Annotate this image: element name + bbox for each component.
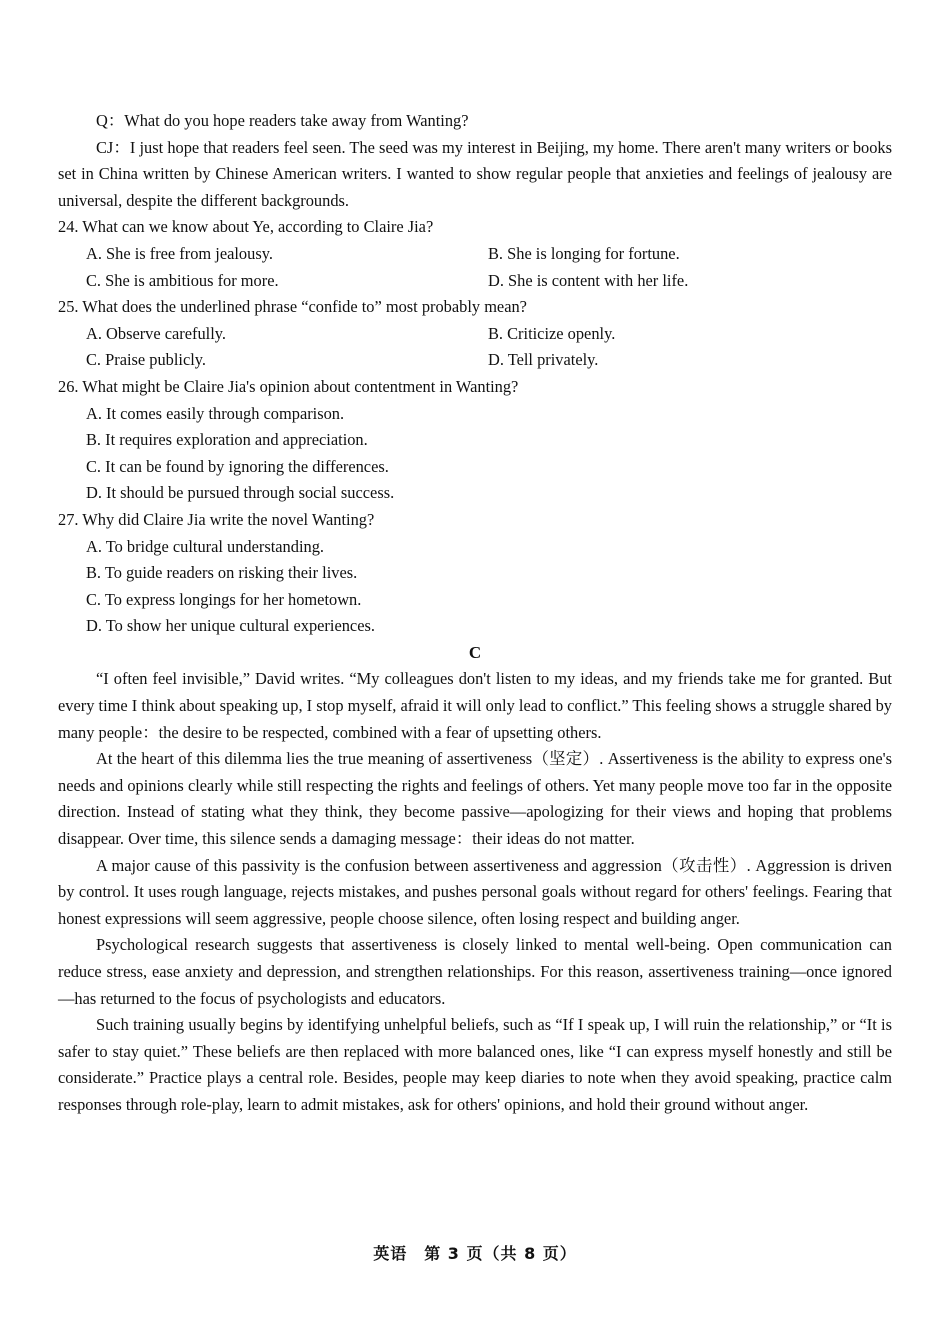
option-b[interactable]: B. It requires exploration and appreciation. — [86, 430, 368, 450]
question-26 — [58, 374, 892, 507]
option-b[interactable]: B. She is longing for fortune. — [488, 243, 680, 263]
options-row — [58, 347, 892, 374]
option-a[interactable]: A. Observe carefully. — [86, 323, 227, 343]
question-24 — [58, 214, 892, 294]
passage-paragraph: Such training usually begins by identifying unhelpful beliefs, such as “If I speak up, I will ruin the relationship,” or “It is safer to stay quiet.” These beliefs are then replaced with more balanced ones, like “I can express myself honestly and still be considerate.” Practice plays a central role. Besides, people may keep diaries to note when they avoid speaking, practice calm responses through role-play, learn to admit mistakes, ask for others' opinions, and hold their ground without anger. — [58, 1015, 892, 1114]
option-a[interactable]: A. It comes easily through comparison. — [86, 403, 345, 423]
question-27 — [58, 507, 892, 640]
option-a[interactable]: A. To bridge cultural understanding. — [86, 536, 324, 556]
question-stem: 25. What does the underlined phrase “confide to” most probably mean? — [58, 297, 527, 317]
option-a[interactable]: A. She is free from jealousy. — [86, 243, 273, 263]
passage-paragraph: A major cause of this passivity is the confusion between assertiveness and aggression（攻击性）. Aggression is driven by control. It uses rough language, rejects mistakes, and pushes personal goals without regard for others' feelings. Fearing that honest expressions will seem aggressive, people choose silence, often losing respect and building anger. — [58, 855, 892, 928]
question-stem: 27. Why did Claire Jia write the novel Wanting? — [58, 509, 375, 529]
option-d[interactable]: D. To show her unique cultural experiences. — [86, 616, 375, 636]
question-stem: 26. What might be Claire Jia's opinion about contentment in Wanting? — [58, 376, 519, 396]
passage-paragraph: At the heart of this dilemma lies the true meaning of assertiveness（坚定）. Assertiveness is the ability to express one's needs and opinions clearly while still respecting the rights and feelings of others. Yet many people move too far in the opposite direction. Instead of stating what they think, they become passive—apologizing for their views and hoping that problems disappear. Over time, this silence sends a damaging message：their ideas do not matter. — [58, 749, 892, 849]
passage-paragraph: Psychological research suggests that assertiveness is closely linked to mental well-being. Open communication can reduce stress, ease anxiety and depression, and strengthen relationships. For this reason, assertiveness training—once ignored—has returned to the focus of psychologists and educators. — [58, 935, 892, 1008]
option-c[interactable]: C. To express longings for her hometown. — [86, 589, 362, 609]
option-d[interactable]: D. Tell privately. — [488, 350, 599, 370]
page-content — [58, 108, 892, 1119]
option-d[interactable]: D. She is content with her life. — [488, 270, 689, 290]
interview-answer: CJ：I just hope that readers feel seen. The seed was my interest in Beijing, my home. There aren't many writers or books set in China written by Chinese American writers. I wanted to show regular people that anxieties and feelings of jealousy are universal, despite the different backgrounds. — [58, 137, 892, 210]
option-d[interactable]: D. It should be pursued through social success. — [86, 483, 395, 503]
passage-c — [58, 666, 892, 1118]
option-c[interactable]: C. It can be found by ignoring the differences. — [86, 456, 389, 476]
page-footer: 英语 第 3 页（共 8 页） — [373, 1244, 577, 1263]
options-row — [58, 321, 892, 348]
interview-question: Q：What do you hope readers take away from Wanting? — [96, 111, 469, 130]
option-b[interactable]: B. Criticize openly. — [488, 323, 616, 343]
section-heading: C — [468, 642, 482, 662]
passage-paragraph: “I often feel invisible,” David writes. “My colleagues don't listen to my ideas, and my friends take me for granted. But every time I think about speaking up, I stop myself, afraid it will only lead to conflict.” This feeling shows a struggle shared by many people：the desire to be respected, combined with a fear of upsetting others. — [58, 669, 892, 742]
options-row — [58, 241, 892, 268]
options-row — [58, 268, 892, 295]
question-25 — [58, 294, 892, 374]
option-c[interactable]: C. Praise publicly. — [86, 350, 207, 370]
option-c[interactable]: C. She is ambitious for more. — [86, 270, 279, 290]
option-b[interactable]: B. To guide readers on risking their lives. — [86, 563, 358, 583]
question-stem: 24. What can we know about Ye, according to Claire Jia? — [58, 217, 434, 237]
